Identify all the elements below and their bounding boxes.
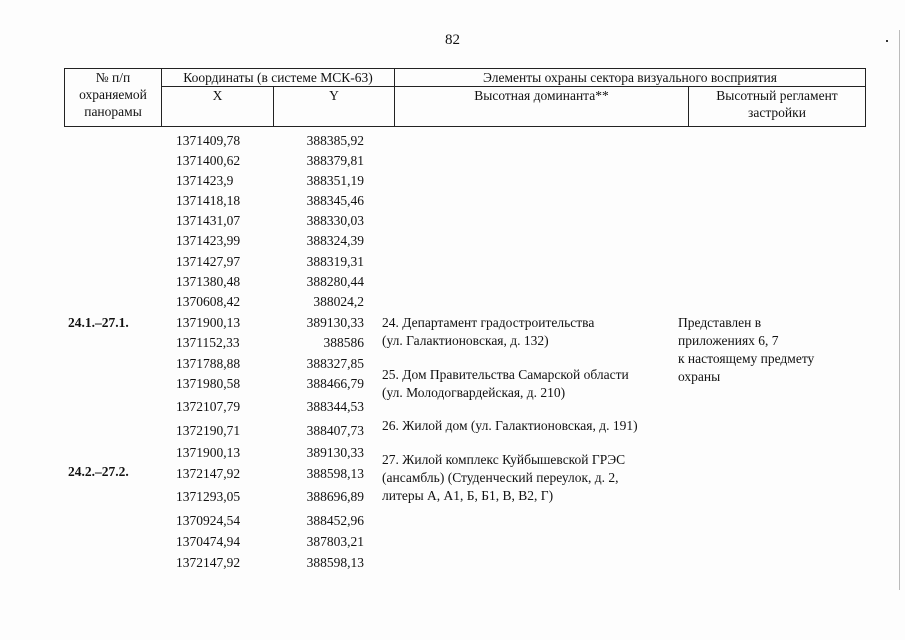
coord-x: 1371900,13: [176, 445, 241, 460]
scan-edge-line: [899, 30, 900, 590]
header-y: Y: [274, 87, 395, 127]
coord-x: 1371423,99: [176, 233, 241, 248]
coord-y: 388344,53: [306, 399, 364, 414]
coord-y: 388330,03: [306, 213, 364, 228]
coord-y: 388452,96: [306, 513, 364, 528]
coord-y: 388324,39: [306, 233, 364, 248]
coord-x: 1371418,18: [176, 193, 241, 208]
coord-y: 388327,85: [306, 356, 364, 371]
coord-y: 388598,13: [306, 466, 364, 481]
coord-y: 388466,79: [306, 376, 364, 391]
dominant-26-line1: 26. Жилой дом (ул. Галактионовская, д. 191): [382, 418, 638, 433]
header-regulation: [689, 87, 866, 127]
dominant-item-26: [382, 417, 682, 435]
coord-y: 388407,73: [306, 423, 364, 438]
coord-x: 1371380,48: [176, 274, 241, 289]
coord-y: 388345,46: [306, 193, 364, 208]
coord-y: 388024,2: [313, 294, 364, 309]
dominant-24-line1: 24. Департамент градостроительства: [382, 315, 595, 330]
coord-y: 389130,33: [306, 315, 364, 330]
regulation-line3: к настоящему предмету: [678, 351, 815, 366]
header-coordinates: Координаты (в системе МСК-63): [162, 69, 395, 87]
regulation-line1: Представлен в: [678, 315, 762, 330]
coord-y: 388696,89: [306, 489, 364, 504]
dominant-27-line2: (ансамбль) (Студенческий переулок, д. 2,: [382, 470, 619, 485]
coord-y: 388385,92: [306, 133, 364, 148]
coord-x: 1371980,58: [176, 376, 241, 391]
coord-y: 388586: [323, 335, 364, 350]
header-number-line3: панорамы: [84, 104, 142, 119]
coord-x: 1371152,33: [176, 335, 240, 350]
panorama-id-2: 24.2.–27.2.: [68, 464, 129, 479]
coord-y: 388280,44: [306, 274, 364, 289]
coord-y: 389130,33: [306, 445, 364, 460]
header-number-cell: [65, 69, 162, 127]
scan-speck: [886, 40, 888, 42]
coord-x: 1372190,71: [176, 423, 241, 438]
coord-y: 387803,21: [306, 534, 364, 549]
dominant-item-27: [382, 451, 682, 505]
regulation-line2: приложениях 6, 7: [678, 333, 779, 348]
header-x: X: [162, 87, 274, 127]
coord-y: 388351,19: [306, 173, 364, 188]
coord-y: 388598,13: [306, 555, 364, 570]
coord-x: 1370608,42: [176, 294, 241, 309]
coord-y: 388319,31: [306, 254, 364, 269]
dominant-item-25: [382, 366, 682, 402]
header-regulation-line2: застройки: [748, 105, 806, 121]
header-regulation-line1: Высотный регламент: [716, 88, 838, 104]
coord-x: 1371788,88: [176, 356, 241, 371]
header-elements: Элементы охраны сектора визуального восприятия: [395, 69, 866, 87]
coord-x: 1370474,94: [176, 534, 241, 549]
regulation-note: [678, 314, 858, 386]
header-number-line1: № п/п: [95, 70, 131, 85]
coord-x: 1371409,78: [176, 133, 241, 148]
page-number: 82: [445, 32, 460, 48]
dominant-25-line1: 25. Дом Правительства Самарской области: [382, 367, 629, 382]
coord-y: 388379,81: [306, 153, 364, 168]
dominant-24-line2: (ул. Галактионовская, д. 132): [382, 333, 549, 348]
coord-x: 1372147,92: [176, 555, 241, 570]
coord-x: 1371423,9: [176, 173, 234, 188]
coord-x: 1371400,62: [176, 153, 241, 168]
dominant-25-line2: (ул. Молодогвардейская, д. 210): [382, 385, 566, 400]
dominant-27-line3: литеры А, А1, Б, Б1, В, В2, Г): [382, 488, 554, 503]
dominant-item-24: [382, 314, 682, 350]
coord-x: 1372107,79: [176, 399, 241, 414]
coord-x: 1370924,54: [176, 513, 241, 528]
coord-x: 1371431,07: [176, 213, 241, 228]
regulation-line4: охраны: [678, 369, 721, 384]
coord-x: 1371900,13: [176, 315, 241, 330]
coord-x: 1371427,97: [176, 254, 241, 269]
header-number-line2: охраняемой: [79, 87, 147, 102]
table-header: [64, 68, 866, 127]
dominant-27-line1: 27. Жилой комплекс Куйбышевской ГРЭС: [382, 452, 626, 467]
header-dominant: Высотная доминанта**: [395, 87, 689, 127]
coord-x: 1372147,92: [176, 466, 241, 481]
panorama-id-1: 24.1.–27.1.: [68, 315, 129, 330]
coord-x: 1371293,05: [176, 489, 241, 504]
